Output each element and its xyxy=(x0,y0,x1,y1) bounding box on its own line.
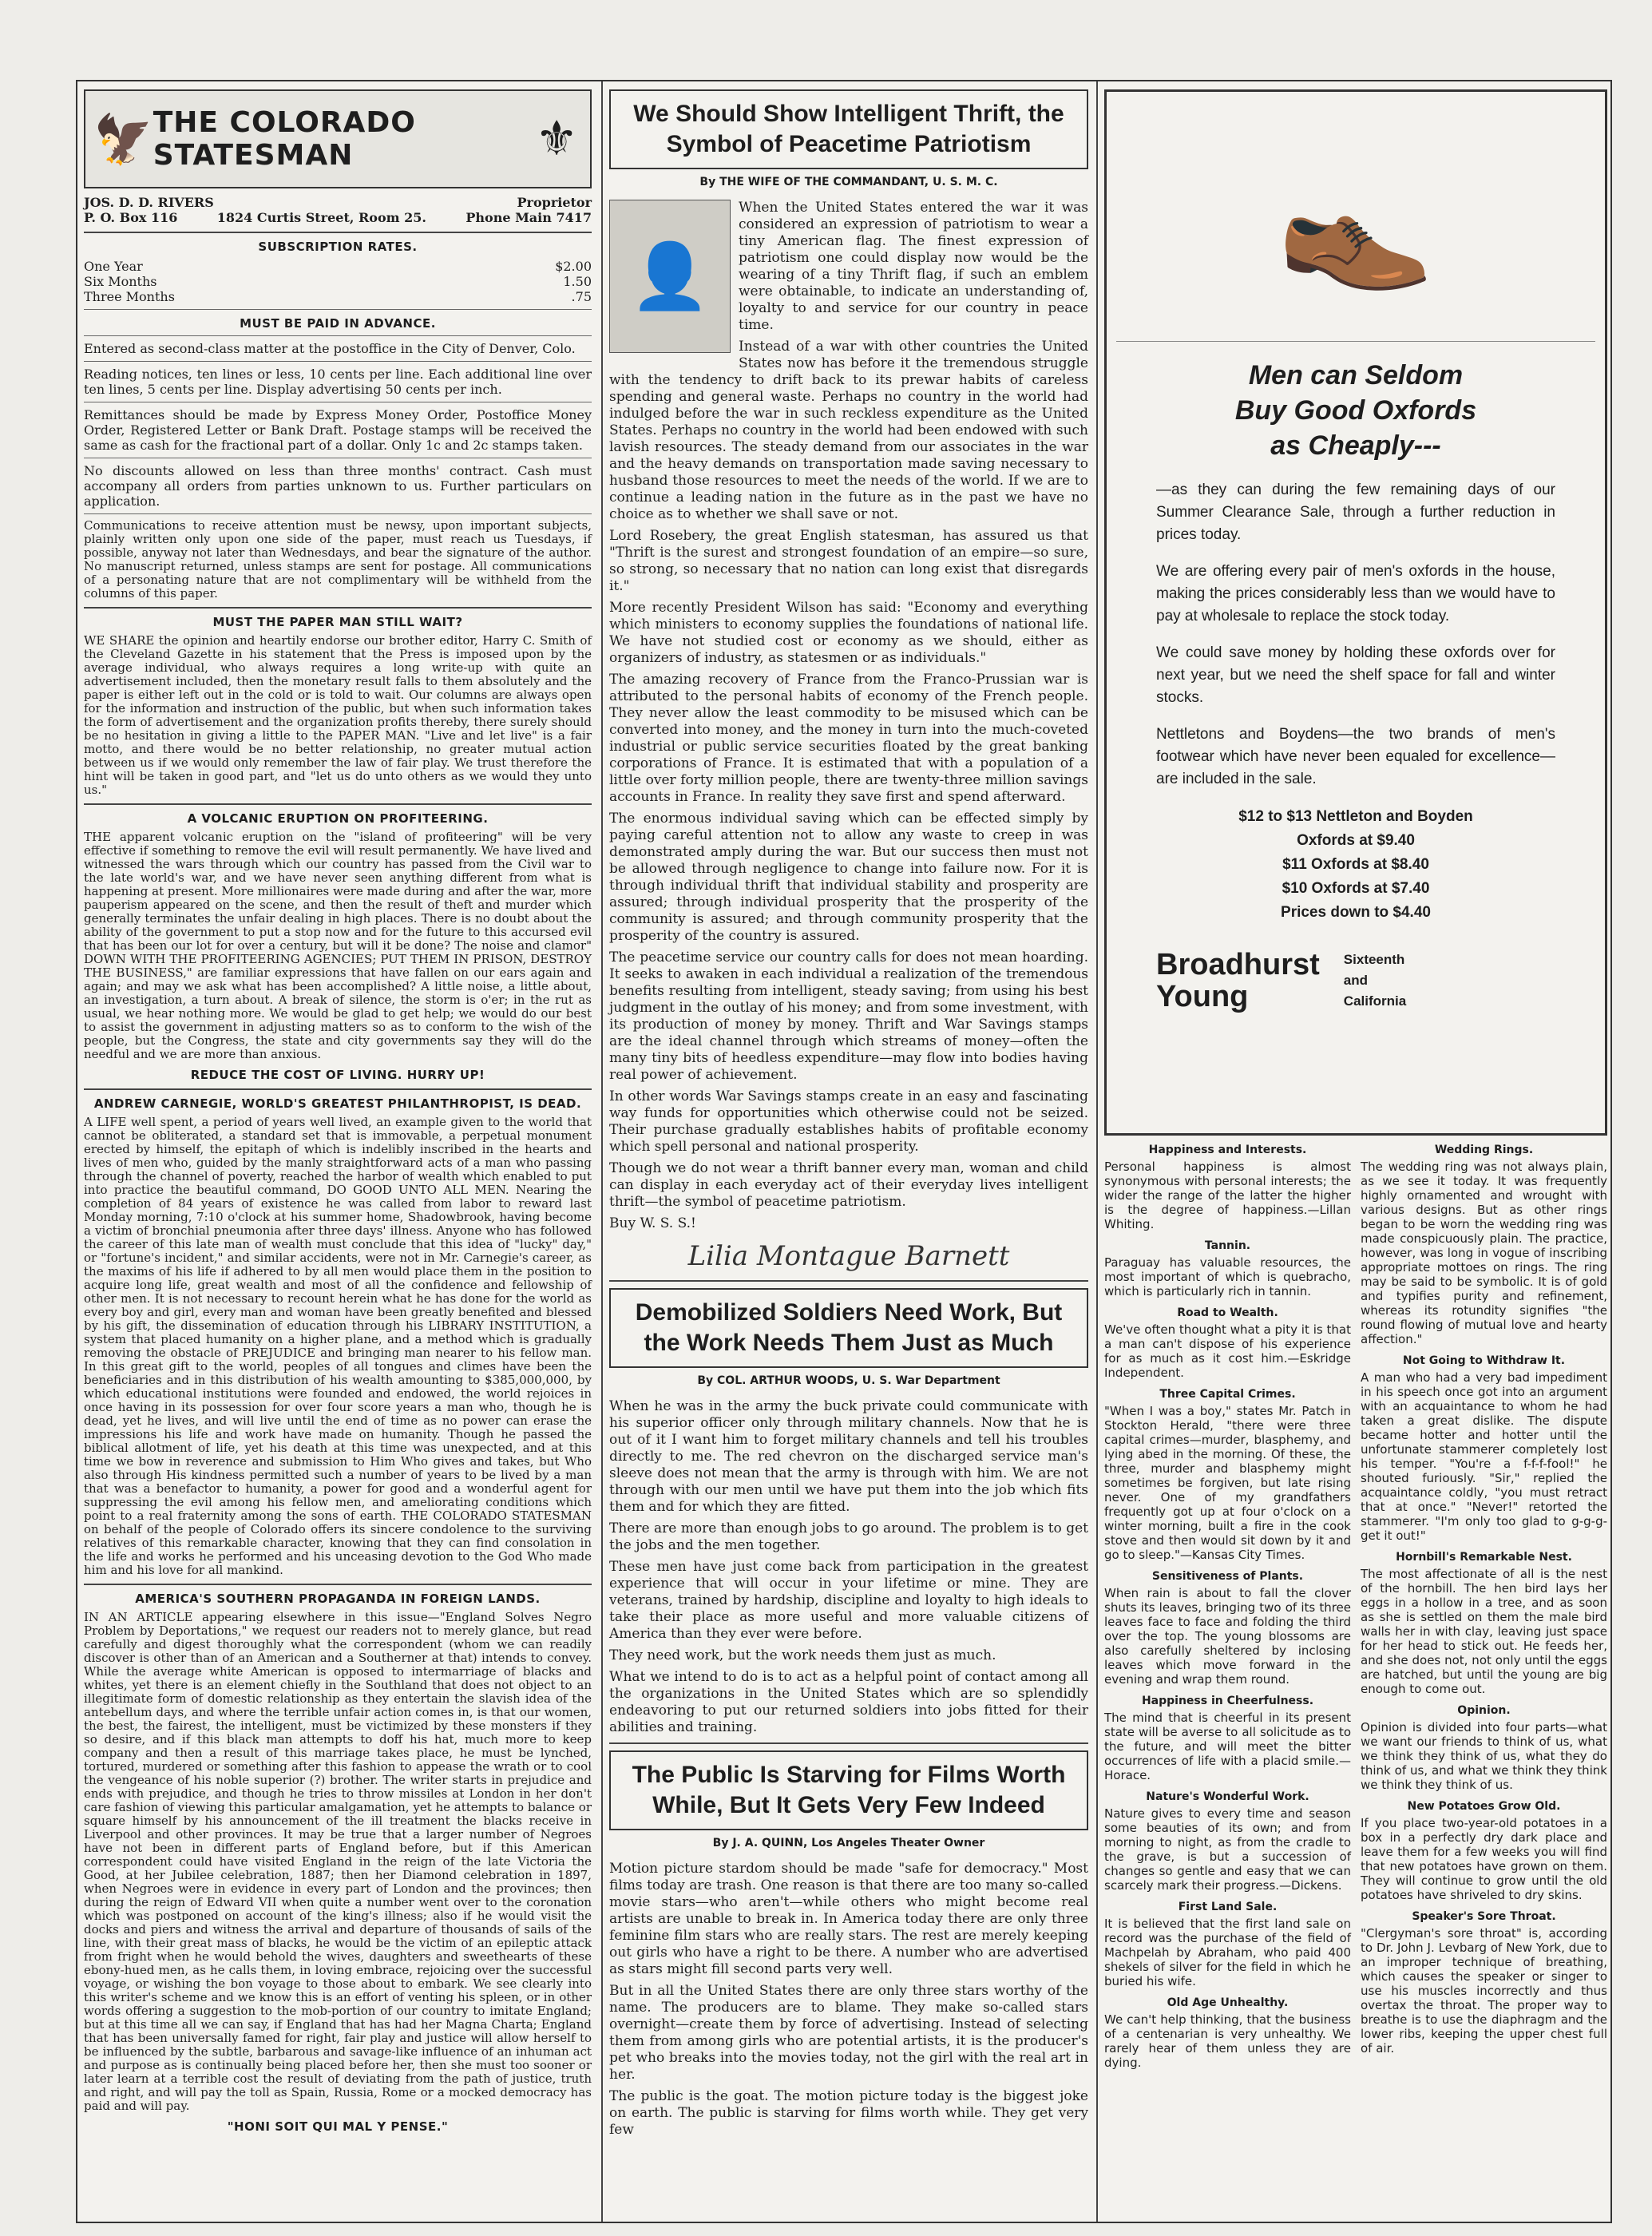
filler-title: Sensitiveness of Plants. xyxy=(1151,1570,1304,1583)
filler-title: Road to Wealth. xyxy=(1177,1306,1278,1319)
filler-title: Hornbill's Remarkable Nest. xyxy=(1396,1551,1572,1564)
store-address xyxy=(1344,950,1406,1012)
filler-title: Speaker's Sore Throat. xyxy=(1412,1910,1556,1923)
portrait-photo: 👤 xyxy=(609,200,731,353)
editorial-closing: REDUCE THE COST OF LIVING. HURRY UP! xyxy=(190,1068,485,1082)
filler-body: The mind that is cheerful in its present state will be averse to all solicitude as to the future, and will meet the bitter occurrences of life with a placid smile.—Horace. xyxy=(1104,1711,1351,1782)
store-logo-line: Broadhurst xyxy=(1156,948,1320,981)
filler-body: A man who had a very bad impediment in his speech once got into an argument with an acquaintance to whom he had taken a great dislike. The dispute became hotter and hotter until the unfortunate stammerer completely lost his temper. "You're a f-f-f-fool!" he shouted furiously. "Sir," replied the acquaintance coldly, "you must retract that at once." "Never!" retorted the stammerer. "I'm only too glad to g-g-g-get it out!" xyxy=(1361,1370,1607,1543)
films-headline-box xyxy=(609,1750,1088,1830)
subscription-table xyxy=(84,259,592,304)
store-logo-line: Young xyxy=(1156,980,1249,1013)
soldiers-paragraph: There are more than enough jobs to go around. The problem is to get the jobs and the men together. xyxy=(609,1520,1088,1553)
soldiers-paragraph: They need work, but the work needs them just as much. xyxy=(609,1647,996,1663)
editorial-title: AMERICA'S SOUTHERN PROPAGANDA IN FOREIGN LANDS. xyxy=(135,1592,541,1606)
filler-title: Happiness and Interests. xyxy=(1148,1144,1307,1156)
films-paragraph: The public is the goat. The motion picture today is the biggest joke on earth. The public is starving for films worth while. They get very few xyxy=(609,2088,1088,2138)
ad-price-list xyxy=(1116,805,1595,925)
price-line: $10 Oxfords at $7.40 xyxy=(1282,880,1430,897)
store-brand xyxy=(1156,949,1555,1013)
eagle-emblem-icon: 🦅 xyxy=(93,111,153,168)
masthead-title: THE COLORADO STATESMAN xyxy=(153,106,416,172)
soldiers-headline-box xyxy=(609,1288,1088,1368)
filler-body: We can't help thinking, that the business of a centenarian is very unhealthy. We rarely hear of them unless they are dying. xyxy=(1104,2012,1351,2070)
entered-notice: Entered as second-class matter at the postoffice in the City of Denver, Colo. xyxy=(84,341,576,356)
po-box: P. O. Box 116 xyxy=(84,210,178,225)
price-line: $12 to $13 Nettleton and Boyden xyxy=(1238,808,1473,825)
thrift-title: We Should Show Intelligent Thrift, the Symbol of Peacetime Patriotism xyxy=(633,101,1064,157)
editorial-title: ANDREW CARNEGIE, WORLD'S GREATEST PHILANTHROPIST, IS DEAD. xyxy=(93,1096,582,1111)
filler-body: Opinion is divided into four parts—what we want our friends to think of us, what we think they think of us, what they do think of us, and what we think they think we think they think of us. xyxy=(1361,1720,1607,1792)
filler-body: Paraguay has valuable resources, the most important of which is quebracho, which is particularly rich in tannin. xyxy=(1104,1255,1351,1298)
filler-body: If you place two-year-old potatoes in a box in a perfectly dry dark place and leave them for a few weeks you will find that new potatoes have grown on them. They will continue to grow until the old potatoes have shriveled to dry skins. xyxy=(1361,1816,1607,1902)
ad-headline-line: Buy Good Oxfords xyxy=(1234,395,1477,426)
seal-emblem-icon: ⚜ xyxy=(535,111,578,167)
thrift-paragraph: The peacetime service our country calls for does not mean hoarding. It seeks to awaken in each individual a realization of the tremendous benefits resulting from intelligent, steady saving; from using his best judgment in the outlay of his money; and from some investment, with its production of money by money. Thrift and War Savings stamps are the ideal channel through which streams of money—often the many tiny bits of heedless expenditure—may flow into bodies having real power of achievement. xyxy=(609,950,1088,1083)
filler-body: It is believed that the first land sale on record was the purchase of the field of Machpelah by Abraham, who paid 400 shekels of silver for the field in which he buried his wife. xyxy=(1104,1917,1351,1988)
editorial-body: A LIFE well spent, a period of years well lived, an example given to the world that cannot be obliterated, a standard set that is immovable, a perpetual monument erected by himself, the epitaph of which is indelibly inscribed in the hearts and lives of men who, guided by the manly straightforward acts of a man who passing through the channel of poverty, reached the harbor of wealth which enabled to put into practice the beautiful command, DO GOOD UNTO ALL MEN. Nearing the completion of 84 years of existence he was called from labor to reward last Monday morning, 7:10 o'clock at his summer home, Shadowbrook, having become a victim of bronchial pneumonia after three days' illness. Anyone who has followed the career of this late man of wealth must conclude that this idea of "lucky" day," or "fortune's incident," and similar accidents, were not in Mr. Carnegie's career, as the maxims of his life if adhered to by all men would place them in the position to acquire long life, great wealth and most of all the confidence and fellowship of other men. It is not necessary to recount herein what he has done for the world as every boy and girl, every man and woman have been greatly benefited and blessed by his gift, the dissemination of education through his LIBRARY INSTITUTION, a system that placed humanity on a higher plane, and a method which is gradually removing the obstacle of PREJUDICE and bringing man nearer to his fellow man. In this great gift to the world, peoples of all tongues and climes have been the beneficiaries and in this distribution of his wealth amounting to $385,000,000, by which educational institutions were founded and endowed, the world rejoices in once having in its possession for over four score years a man who, though he is dead, yet he lives, and will live until the end of time as no power can erase the impressions his life and work have made on humanity. Though he passed the biblical allotment of life, yet his death at this time was unexpected, and at this time we bow in reverence and submission to Him Who gives and takes, but Who also through His kindness permitted such a number of years to be lived by a man that was a benefactor to humanity, a power for good and a wonderful agent for suppressing the evil among his fellow men, and ameliorating conditions which point to a real fraternity among the sons of earth. THE COLORADO STATESMAN on behalf of the people of Colorado offers its sincere condolence to the surviving relatives of this remarkable character, knowing that they can find consolation in the life and works he performed and his unceasing devotion to the God Who made him and his love for all mankind. xyxy=(84,1115,592,1577)
thrift-paragraph: The amazing recovery of France from the Franco-Prussian war is attributed to the personal habits of economy of the French people. They never allow the least commodity to be misused which can be converted into money, and the money in turn into the much-coveted industrial or public service securities floated by the great banking corporations of France. It is estimated that with a population of a little over forty million people, there are twenty-three million savings accounts in France. In reality they save first and spend afterward. xyxy=(609,672,1088,805)
communications-notice: Communications to receive attention must be newsy, upon important subjects, plainly written only upon one side of the paper, must reach us Tuesdays, if possible, anyway not later than Wednesdays, and bear the signature of the author. No manuscript returned, unless stamps are sent for postage. All communications of a personating nature that are not complimentary will be withheld from the columns of this paper. xyxy=(84,518,592,601)
filler-body: The most affectionate of all is the nest of the hornbill. The hen bird lays her eggs in a hollow in a tree, and as soon as she is settled on them the male bird walls her in with clay, leaving just space for her head to stick out. He feeds her, and she does not, not only until the eggs are hatched, but until the young are big enough to come out. xyxy=(1361,1567,1607,1696)
filler-title: First Land Sale. xyxy=(1178,1901,1278,1913)
thrift-paragraph: In other words War Savings stamps create in an easy and fascinating way funds for opportunities which otherwise could not be seized. Their purchase gradually establishes habits of profitable economy which spell personal and national prosperity. xyxy=(609,1088,1088,1155)
filler-title: Not Going to Withdraw It. xyxy=(1402,1354,1566,1367)
editorial-closing: "HONI SOIT QUI MAL Y PENSE." xyxy=(227,2119,449,2134)
ad-headline-line: Men can Seldom xyxy=(1248,360,1464,391)
ad-paragraph: We could save money by holding these oxfords over for next year, but we need the shelf space for fall and winter stocks. xyxy=(1156,644,1555,706)
thrift-closing: Buy W. S. S.! xyxy=(609,1215,696,1231)
filler-body: "When I was a boy," states Mr. Patch in Stockton Herald, "there were three capital crimes—murder, blasphemy, and lying abed in the morning. Of these, the three, murder and blasphemy might sometimes be forgiven, but late rising never. One of my grandfathers frequently got up at four o'clock on a winter morning, built a fire in the cook stove and then would sit down by it and go to sleep."—Kansas City Times. xyxy=(1104,1404,1351,1562)
store-address-line: Sixteenth xyxy=(1343,952,1405,967)
filler-body: "Clergyman's sore throat" is, according to Dr. John J. Levbarg of New York, due to an improper technique of breathing, which causes the speaker or singer to use his muscles incorrectly and thus overtax the throat. The proper way to breathe is to use the diaphragm and the lower ribs, keeping the upper chest full of air. xyxy=(1361,1926,1607,2056)
filler-section xyxy=(1104,1136,1607,2070)
thrift-paragraph: Though we do not wear a thrift banner every man, woman and child can display in each everyday act of their everyday lives intelligent thrift—the symbol of peacetime patriotism. xyxy=(609,1160,1088,1210)
filler-title: New Potatoes Grow Old. xyxy=(1407,1800,1561,1813)
rate-price: .75 xyxy=(571,289,592,304)
newspaper-page xyxy=(76,80,1612,2223)
remittance-notice: Remittances should be made by Express Money Order, Postoffice Money Order, Registered Letter or Bank Draft. Postage stamps will be received the same as cash for the fractional part of a dollar. Only 1c and 2c stamps taken. xyxy=(84,407,592,453)
rate-price: 1.50 xyxy=(563,274,592,289)
oxfords-advertisement xyxy=(1104,89,1607,1136)
filler-title: Tannin. xyxy=(1204,1239,1251,1252)
filler-body: We've often thought what a pity it is that a man can't dispose of his experience for as much as it cost him.—Eskridge Independent. xyxy=(1104,1322,1351,1380)
soldiers-paragraph: These men have just come back from participation in the greatest experience that will occur in your lifetime or mine. They are veterans, trained by hardship, discipline and loyalty to high ideals to take their place as more useful and more valuable citizens of America than they ever were before. xyxy=(609,1559,1088,1642)
soldiers-byline: By COL. ARTHUR WOODS, U. S. War Department xyxy=(697,1374,1000,1387)
store-address-line: and xyxy=(1343,973,1369,988)
editorial-body: IN AN ARTICLE appearing elsewhere in this issue—"England Solves Negro Problem by Deportations," we request our readers not to merely glance, but read carefully and digest thoroughly what the correspondent (whom we can readily discover is other than of an American and a Southerner at that) intends to convey. While the average white American is opposed to intermarriage of blacks and whites, yet there is an element chiefly in the Southland that does not object to an illegitimate form of domestic relationship as they entertain the slavish idea of the antebellum days, and where the terrible unfair action comes in, is that our women, the best, the fairest, the intelligent, must be victimized by these monsters if they so desire, and if this black man attempts to doff his hat, much more to keep company and then a result of this marriage takes place, he must be lynched, tortured, murdered or something after this fashion to appease the wrath or to cool the vengeance of his noble superior (?) brother. The writer starts in prejudice and ends with prejudice, and though he tries to throw missiles at London in her don't care fashion of viewing this particular amalgamation, yet he attempts to balance or square himself by his announcement of the ill treatment the blacks receive in Liverpool and other provinces. It may be true that a larger number of Negroes have not been in different parts of England before, but if this American correspondent could have visited England in the reign of the late Victoria the Good, at her Jubilee celebration, 1887; then her Diamond celebration in 1897, when Negroes were in evidence in every part of London and the provinces; then during the reign of Edward VII when quite a number went over to the coronation which was postponed on account of the king's illness; also if he would visit the docks and piers and witness the arrival and departure of thousands of sails of the line, with their great mass of blacks, he would be the victim of an epileptic attack from fright when he would behold the wives, daughters and sweethearts of these ebony-hued men, as he calls them, in loving embrace, rejoicing over the successful voyage, or wishing the bon voyage to those about to embark. We see clearly into this writer's scheme and we know this is an effort of venting his spleen, or in other words offering a suggestion to the mob-portion of our country to imitate England; but at this time all we can say, if England that has had her Magna Charta; England that has been universally famed for right, fair play and justice will allow herself to be influenced by the subtle, barbarous and savage-like influence of an inhuman act and purpose as is continually being placed before her, then she must too sooner or later learn at a terrible cost the result of deviating from the path of justice, truth and right, and will pay the toll as Spain, Russia, Rome or a mocked democracy has paid and will pay. xyxy=(84,1610,592,2113)
ad-paragraph: —as they can during the few remaining days of our Summer Clearance Sale, through a further reduction in prices today. xyxy=(1156,482,1555,543)
thrift-paragraph: Instead of a war with other countries the United States now has before it the tremendous struggle with the tendency to drift back to its prewar habits of careless spending and general waste. Perhaps no country in the world had indulged before the war in such reckless expenditure as the United States. Perhaps no country in the world had been endowed with such lavish resources. The steady demand from our associates in the war and the heavy demands on transportation made saving necessary to husband those resources to meet the needs of the world. If we are to continue a leading nation in the future as in the past we have no choice as to whether we shall save or not. xyxy=(609,339,1088,522)
reading-notice: Reading notices, ten lines or less, 10 cents per line. Each additional line over ten lines, 5 cents per line. Display advertising 50 cents per inch. xyxy=(84,367,592,397)
films-byline: By J. A. QUINN, Los Angeles Theater Owner xyxy=(712,1837,985,1849)
shoe-illustration-icon: 👞 xyxy=(1116,101,1595,342)
advert-column xyxy=(1096,81,1614,2222)
filler-title: Opinion. xyxy=(1457,1704,1511,1717)
ad-headline xyxy=(1116,358,1595,463)
thrift-paragraph: Lord Rosebery, the great English statesman, has assured us that "Thrift is the surest and strongest foundation of an empire—so sure, so strong, so necessary that no nation can long exist that disregards it." xyxy=(609,528,1088,594)
proprietor-label: Proprietor xyxy=(517,195,592,210)
filler-body: Personal happiness is almost synonymous with personal interests; the wider the range of the latter the higher is the degree of happiness.—Lillan Whiting. xyxy=(1104,1160,1351,1231)
store-address-line: California xyxy=(1343,993,1407,1009)
filler-title: Wedding Rings. xyxy=(1434,1144,1534,1156)
soldiers-paragraph: When he was in the army the buck private could communicate with his superior officer only through military channels. Now that he is out of it I want him to forget military channels and tell his troubles directly to me. The red chevron on the discharged service man's sleeve does not mean that the army is through with him. We are not through with our men until we have put them into the job which fits them and for which they are fitted. xyxy=(609,1398,1088,1515)
rate-label: Six Months xyxy=(84,274,157,289)
filler-title: Happiness in Cheerfulness. xyxy=(1141,1695,1314,1707)
office-address: 1824 Curtis Street, Room 25. xyxy=(216,210,426,225)
rate-label: One Year xyxy=(84,259,143,274)
thrift-paragraph: The enormous individual saving which can be effected simply by paying careful attention not to allow any waste to creep in was demonstrated amply during the war. But our success then must not be allowed through negligence to change into failure now. For it is through individual thrift that individual stability and prosperity are assured; through individual prosperity that the prosperity of the community is assured; and through community prosperity that the prosperity of the country is assured. xyxy=(609,811,1088,944)
masthead xyxy=(84,89,592,188)
price-line: $11 Oxfords at $8.40 xyxy=(1282,856,1429,873)
price-line: Prices down to $4.40 xyxy=(1281,904,1431,921)
filler-column-left xyxy=(1104,1136,1351,2070)
ad-headline-line: as Cheaply--- xyxy=(1270,430,1441,461)
filler-body: The wedding ring was not always plain, as we see it today. It was frequently highly ornamented and wrought with various designs. But as other rings began to be worn the wedding ring was made conspicuously plain. The practice, however, was long in vogue of inscribing appropriate mottoes on rings. The ring may be said to be symbolic. It is of gold and typifies purity and refinement, whereas its rotundity signifies "the round flowing of mutual love and hearty affection." xyxy=(1361,1160,1607,1346)
soldiers-paragraph: What we intend to do is to act as a helpful point of contact among all the organizations in the United States which are so splendidly endeavoring to put our returned soldiers into jobs fitted for their abilities and training. xyxy=(609,1669,1088,1735)
editorial-body: WE SHARE the opinion and heartily endorse our brother editor, Harry C. Smith of the Cleveland Gazette in his statement that the Press is imposed upon by the average individual, who always requires a long write-up with quite an advertisement included, then the monetary result falls to them absolutely and the paper is either left out in the cold or is told to wait. Our columns are always open for the information and instruction of the public, but when such information takes the form of advertisement and the organization profits thereby, there surely should be no hesitation in giving a little to the PAPER MAN. "Live and let live" is a fair motto, and there would be no better relationship, no greater mutual action between us if we would only remember the law of fair play. We trust therefore the hint will be taken in good part, and "let us do unto others as we would they unto us." xyxy=(84,633,592,797)
filler-title: Nature's Wonderful Work. xyxy=(1146,1790,1309,1803)
store-logo xyxy=(1156,949,1320,1013)
soldiers-title: Demobilized Soldiers Need Work, But the Work Needs Them Just as Much xyxy=(635,1299,1063,1356)
thrift-paragraph: More recently President Wilson has said: "Economy and everything which ministers to economy supplies the foundations of national life. We have not studied cost or economy as we should, either as organizers of industry, as statesmen or as individuals." xyxy=(609,600,1088,666)
filler-body: Nature gives to every time and season some beauties of its own; and from morning to night, as from the cradle to the grave, is but a succession of changes so gentle and easy that we can scarcely mark their progress.—Dickens. xyxy=(1104,1806,1351,1893)
films-paragraph: But in all the United States there are only three stars worthy of the name. The producers are to blame. They make so-called stars overnight—create them by force of advertising. Instead of selecting them from among girls who are potential artists, it is the producer's pet who breaks into the movies today, not the girl with the real art in her. xyxy=(609,1983,1088,2083)
editorial-title: A VOLCANIC ERUPTION ON PROFITEERING. xyxy=(187,811,489,826)
subscription-heading: SUBSCRIPTION RATES. xyxy=(258,240,418,254)
filler-column-right xyxy=(1361,1136,1607,2070)
advance-notice: MUST BE PAID IN ADVANCE. xyxy=(240,316,436,331)
filler-title: Three Capital Crimes. xyxy=(1159,1388,1296,1401)
films-paragraph: Motion picture stardom should be made "safe for democracy." Most films today are trash. One reason is that there are too many so-called movie stars—who aren't—while others who might become real artists are unable to break in. In America today there are only three feminine film stars who are really stars. The rest are merely keeping out girls who have a right to be there. A number who are advertised as stars might fill second parts very well. xyxy=(609,1861,1088,1977)
editorial-column xyxy=(77,81,598,2222)
thrift-headline-box xyxy=(609,89,1088,169)
editorial-body: THE apparent volcanic eruption on the "island of profiteering" will be very effective if something to remove the evil will result permanently. We have lived and witnessed the wars through which our country has passed from the Civil war to the late world's war, and we have never seen anything different from what is happening at present. More millionaires were made during and after the war, more pauperism appeared on the scene, and then the result of theft and murder which generally terminates the unfair dealing in high places. There is no doubt about the ability of the government to put a stop now and for the future to this accursed evil that has been our lot for over a century, but will it be done? The noise and clamor" DOWN WITH THE PROFITEERING AGENCIES; PUT THEM IN PRISON, DESTROY THE BUSINESS," are familiar expressions that have fallen on our ears again and again; and may we ask what has been accomplished? A little noise, a little about, an investigation, a turn about. A break of silence, the storm is o'er; in the rut as usual, we hear nothing more. We would be glad to get help; we would do our best to assist the government in adjusting matters so as to conform to the wish of the people, but the Congress, the state and city governments say they will do the needful and we are more than anxious. xyxy=(84,830,592,1061)
filler-title: Old Age Unhealthy. xyxy=(1167,1996,1289,2009)
proprietor-name: JOS. D. D. RIVERS xyxy=(84,195,214,210)
thrift-paragraph: When the United States entered the war it was considered an expression of patriotism to wear a tiny American flag. The finest expression of patriotism one could display now would be the wearing of a tiny Thrift flag, if such an emblem were obtainable, to indicate an understanding of, loyalty to and service for our country in peace time. xyxy=(739,200,1088,333)
rate-label: Three Months xyxy=(84,289,175,304)
signature: Lilia Montague Barnett xyxy=(687,1240,1010,1272)
films-title: The Public Is Starving for Films Worth While, But It Gets Very Few Indeed xyxy=(632,1762,1066,1818)
thrift-byline: By THE WIFE OF THE COMMANDANT, U. S. M. C. xyxy=(699,176,998,188)
price-line: Oxfords at $9.40 xyxy=(1297,832,1415,849)
phone-number: Phone Main 7417 xyxy=(465,210,592,225)
feature-column xyxy=(601,81,1095,2222)
editorial-title: MUST THE PAPER MAN STILL WAIT? xyxy=(212,615,463,629)
ad-paragraph: Nettletons and Boydens—the two brands of men's footwear which have never been equaled for excellence—are included in the sale. xyxy=(1156,726,1555,787)
ad-paragraph: We are offering every pair of men's oxfords in the house, making the prices considerably less than we would have to pay at wholesale to replace the stock today. xyxy=(1156,563,1555,624)
filler-body: When rain is about to fall the clover shuts its leaves, bringing two of its three leaves face to face and folding the third over the top. The young blossoms are also carefully sheltered by inclosing leaves which move forward in the evening and wrap them round. xyxy=(1104,1586,1351,1687)
rate-price: $2.00 xyxy=(555,259,592,274)
discount-notice: No discounts allowed on less than three months' contract. Cash must accompany all orders from parties unknown to us. Further particulars on application. xyxy=(84,463,592,509)
